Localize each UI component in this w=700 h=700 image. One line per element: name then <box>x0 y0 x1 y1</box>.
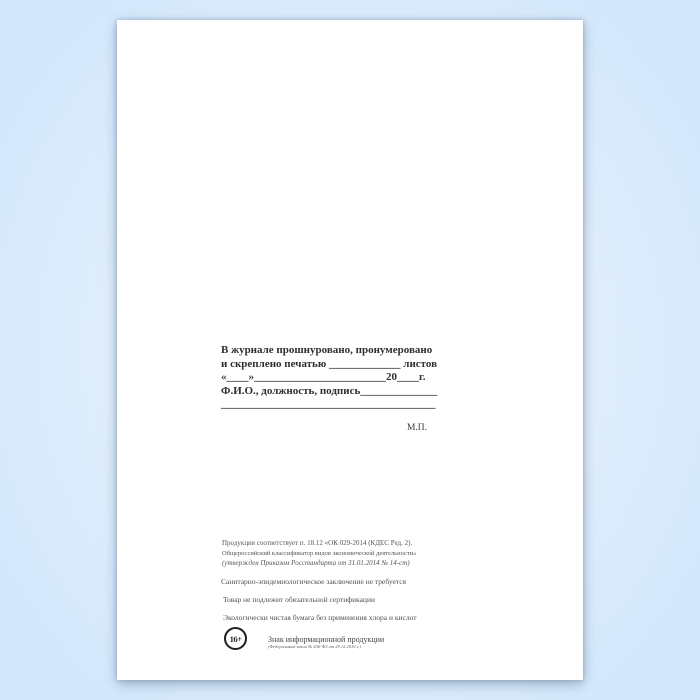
certification-statement: Товар не подлежит обязательной сертификации <box>223 595 375 604</box>
compliance-line-2: Общероссийский классификатор видов экономической деятельности» <box>222 550 417 557</box>
compliance-line-3: (утвержден Приказом Росстандарта от 31.01.2014 № 14-ст) <box>222 558 410 567</box>
info-product-sign-title: Знак информационной продукции <box>268 634 385 644</box>
seal-place-label: М.П. <box>406 422 427 433</box>
compliance-line-1: Продукция соответствует п. 18.12 «ОК 029-2014 (КДЕС Ред. 2). <box>222 539 413 547</box>
stamp-line-3: «____»________________________20____г. <box>221 371 426 383</box>
stamp-signature-line: _______________________________________ <box>221 398 436 410</box>
lacing-certification-block <box>221 344 447 435</box>
journal-back-page <box>117 20 583 680</box>
age-rating-16-icon <box>224 627 247 650</box>
stamp-line-1: В журнале прошнуровано, пронумеровано <box>221 344 433 356</box>
stamp-line-4: Ф.И.О., должность, подпись______________ <box>221 384 438 397</box>
age-rating-label: 16+ <box>229 633 242 644</box>
stamp-line-2: и скреплено печатью _____________ листов <box>221 357 438 370</box>
info-product-sign-law: (Федеральный закон № 436-ФЗ от 29.12.2010 г.) <box>268 643 361 649</box>
ecology-statement: Экологически чистая бумага без применения хлора и кислот <box>223 613 417 622</box>
sanitary-statement: Санитарно-эпидемиологическое заключение не требуется <box>221 577 407 586</box>
